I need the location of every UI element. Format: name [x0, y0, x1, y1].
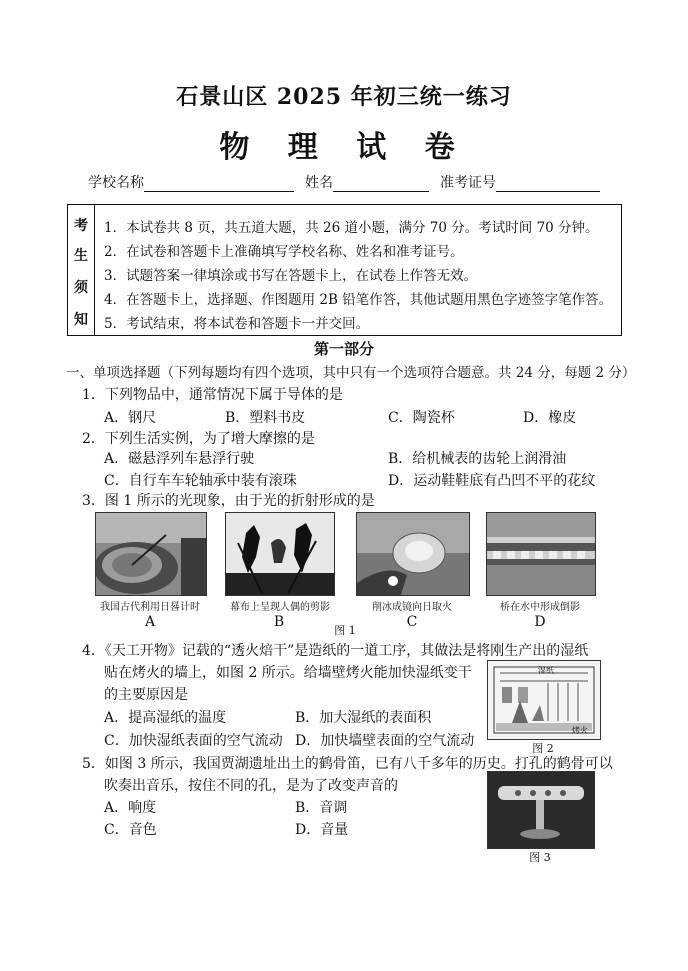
- q4-option-d: D．加快墙壁表面的空气流动: [295, 733, 475, 749]
- question-4-stem-line-2: 贴在烤火的墙上，如图 2 所示。给墙壁烤火能加快湿纸变干: [104, 665, 472, 681]
- notice-heading-char: 须: [74, 280, 88, 296]
- notice-item: 2．在试卷和答题卡上准确填写学校名称、姓名和准考证号。: [104, 244, 464, 260]
- figure-letter-c: C: [406, 614, 418, 630]
- figure-caption-c: 削冰成镜向日取火: [372, 602, 452, 613]
- school-blank: [144, 177, 294, 192]
- q5-option-b: B．音调: [295, 800, 348, 816]
- q1-option-c: C．陶瓷杯: [388, 410, 455, 426]
- section-instruction: 一、单项选择题（下列每题均有四个选项，其中只有一个选项符合题意。共 24 分，每题 2 分）: [66, 365, 636, 381]
- q4-option-b: B．加大湿纸的表面积: [295, 710, 432, 726]
- name-blank: [333, 177, 429, 192]
- question-4-stem-line-3: 的主要原因是: [104, 687, 188, 703]
- q4-option-c: C．加快湿纸表面的空气流动: [104, 733, 283, 749]
- school-label: 学校名称: [88, 175, 144, 191]
- figure-letter-b: B: [273, 614, 285, 630]
- q1-option-b: B．塑料书皮: [225, 410, 306, 426]
- shadow-puppet-photo: [225, 512, 335, 596]
- q5-option-c: C．音色: [104, 822, 157, 838]
- figure-letter-d: D: [534, 614, 546, 630]
- wet-paper-label: 湿纸: [538, 666, 554, 675]
- question-4-stem-line-1: 4．《天工开物》记载的“透火焙干”是造纸的一道工序，其做法是将刚生产出的湿纸: [82, 643, 589, 659]
- q4-option-a: A．提高湿纸的温度: [104, 710, 227, 726]
- figure-2-label: 图 2: [532, 742, 554, 755]
- figure-1-label: 图 1: [334, 624, 356, 637]
- school-field: [88, 172, 294, 192]
- notice-heading-char: 知: [74, 312, 88, 328]
- notice-item: 3．试题答案一律填涂或书写在答题卡上，在试卷上作答无效。: [104, 268, 478, 284]
- sundial-photo: [95, 512, 207, 596]
- id-blank: [496, 177, 600, 192]
- figure-caption-d: 桥在水中形成倒影: [500, 602, 580, 613]
- q2-option-a: A．磁悬浮列车悬浮行驶: [104, 451, 255, 467]
- id-label: 准考证号: [440, 175, 496, 191]
- question-1-stem: 1．下列物品中，通常情况下属于导体的是: [82, 387, 343, 403]
- question-5-stem-line-2: 吹奏出音乐，按住不同的孔，是为了改变声音的: [104, 778, 398, 794]
- section-title: 第一部分: [313, 340, 374, 358]
- notice-item: 5．考试结束，将本试卷和答题卡一并交回。: [104, 316, 370, 332]
- name-field: [305, 172, 429, 192]
- q1-option-a: A．钢尺: [104, 410, 157, 426]
- notice-box: [67, 204, 622, 336]
- notice-heading-char: 生: [74, 248, 88, 264]
- ice-lens-photo: [356, 512, 470, 596]
- exam-title: 石景山区 2025 年初三统一练习: [176, 84, 512, 110]
- q5-option-d: D．音量: [295, 822, 349, 838]
- figure-caption-a: 我国古代利用日晷计时: [100, 602, 200, 613]
- notice-heading: [68, 205, 95, 335]
- q2-option-c: C．自行车车轮轴承中装有滚珠: [104, 473, 297, 489]
- q2-option-b: B．给机械表的齿轮上润滑油: [388, 451, 567, 467]
- figure-3-label: 图 3: [529, 851, 551, 864]
- papermaking-figure: [487, 660, 601, 740]
- figure-letter-a: A: [144, 614, 156, 630]
- question-2-stem: 2．下列生活实例，为了增大摩擦的是: [82, 431, 315, 447]
- q1-option-d: D．橡皮: [523, 410, 577, 426]
- notice-item: 4．在答题卡上，选择题、作图题用 2B 铅笔作答，其他试题用黑色字迹签字笔作答。: [104, 292, 613, 308]
- bridge-reflection-photo: [486, 512, 596, 596]
- question-3-stem: 3．图 1 所示的光现象，由于光的折射形成的是: [82, 493, 375, 509]
- notice-item: 1．本试卷共 8 页，共五道大题，共 26 道小题，满分 70 分。考试时间 70 分钟。: [104, 220, 599, 236]
- q2-option-d: D．运动鞋鞋底有凸凹不平的花纹: [388, 473, 596, 489]
- exam-subtitle: 物 理 试 卷: [219, 130, 469, 165]
- figure-caption-b: 幕布上呈现人偶的剪影: [230, 602, 330, 613]
- name-label: 姓名: [305, 175, 333, 191]
- id-field: [440, 172, 600, 192]
- question-5-stem-line-1: 5．如图 3 所示，我国贾湖遗址出土的鹤骨笛，已有八千多年的历史。打孔的鹤骨可以: [82, 756, 613, 772]
- bone-flute-photo: [487, 771, 595, 849]
- q5-option-a: A．响度: [104, 800, 157, 816]
- fire-label: 烤火: [572, 726, 588, 735]
- notice-heading-char: 考: [74, 218, 88, 234]
